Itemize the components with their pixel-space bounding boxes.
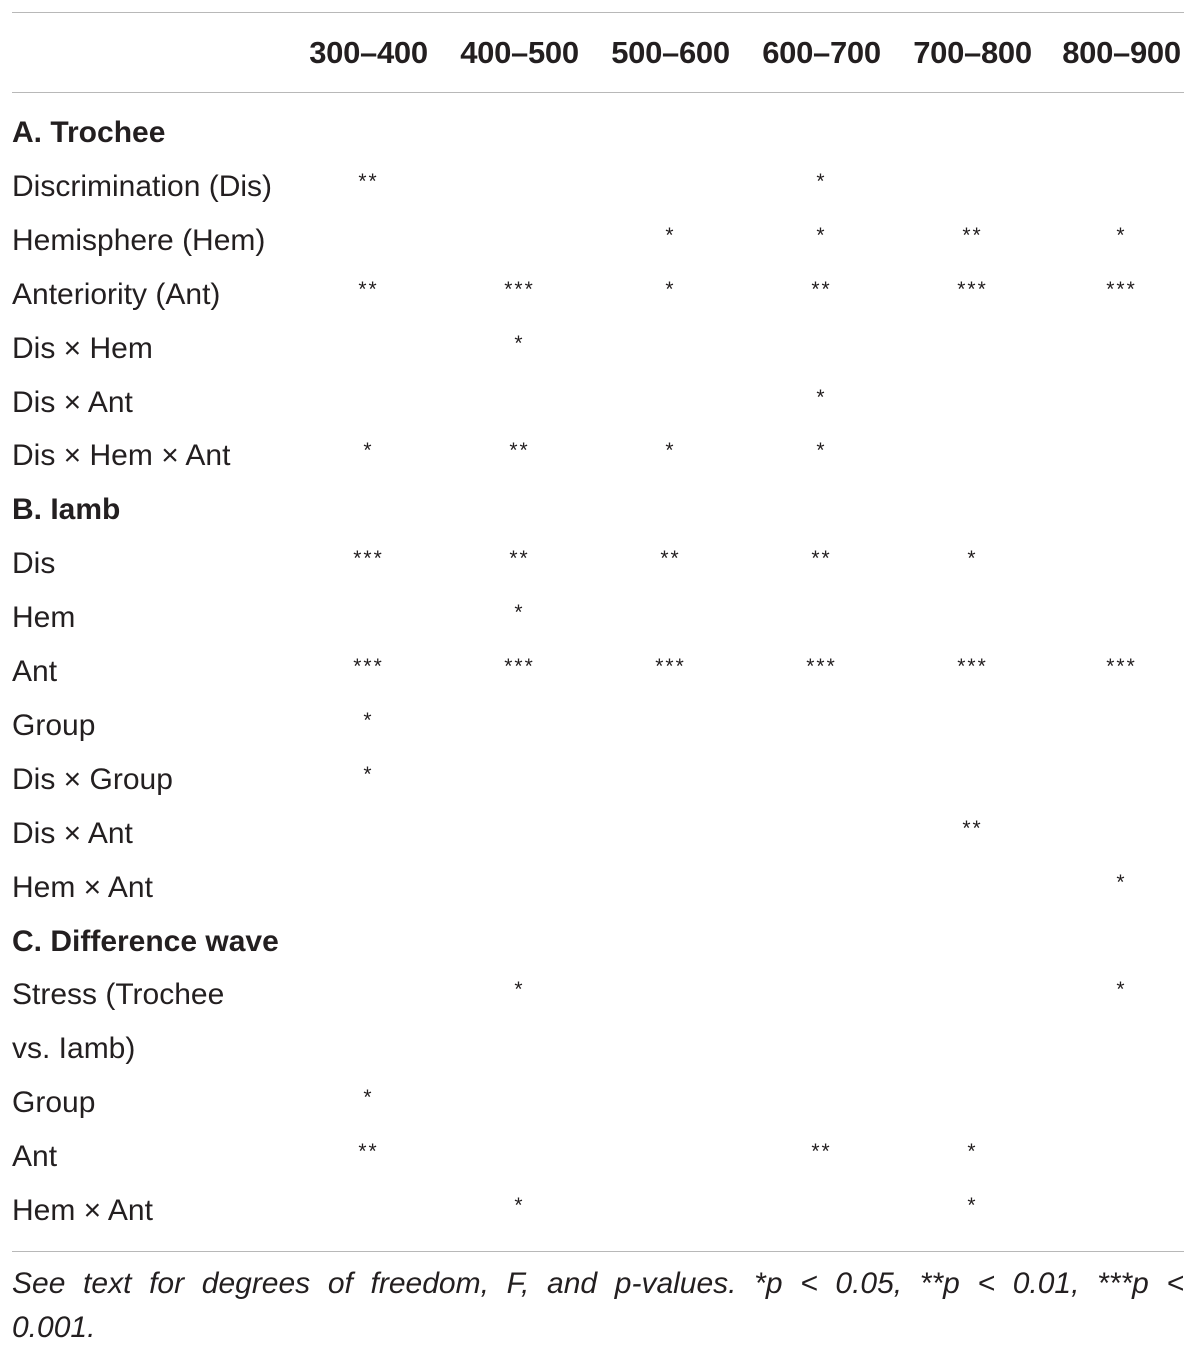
table-row	[0, 268, 1200, 322]
significance-cell: ***	[957, 277, 988, 301]
table-row	[0, 537, 1200, 591]
significance-cell: **	[962, 816, 983, 840]
significance-cell: *	[665, 277, 676, 301]
table-row	[0, 1076, 1200, 1130]
significance-cell: *	[967, 1140, 978, 1164]
significance-cell: *	[665, 223, 676, 247]
table-footnote: See text for degrees of freedom, F, and p-values. *p < 0.05, **p < 0.01, ***p < 0.001.	[12, 1267, 1184, 1344]
significance-cell: *	[1116, 978, 1127, 1002]
row-label: Hemisphere (Hem)	[12, 223, 266, 257]
significance-cell: *	[816, 223, 827, 247]
significance-cell: ***	[353, 655, 384, 678]
column-header: 500–600	[611, 35, 730, 70]
table-row	[0, 1130, 1200, 1184]
table-header	[0, 30, 1200, 76]
significance-cell: *	[363, 762, 374, 786]
significance-cell: **	[358, 277, 379, 301]
section-heading: B. Iamb	[12, 493, 121, 527]
section-heading: C. Difference wave	[12, 924, 279, 958]
significance-cell: *	[1116, 870, 1127, 894]
significance-cell: **	[962, 223, 983, 247]
significance-cell: *	[1116, 223, 1127, 247]
row-label: Group	[12, 708, 96, 742]
row-label: Ant	[12, 1140, 58, 1174]
significance-cell: ***	[504, 277, 535, 301]
significance-cell: **	[509, 547, 530, 571]
row-label: vs. Iamb)	[12, 1032, 136, 1066]
row-label: Group	[12, 1086, 96, 1120]
significance-cell: *	[816, 169, 827, 193]
significance-cell: ***	[1106, 655, 1137, 678]
significance-cell: **	[811, 547, 832, 571]
table-bottom-rule	[12, 1251, 1184, 1252]
row-label: Anteriority (Ant)	[12, 277, 221, 311]
section-row	[0, 915, 1200, 969]
significance-cell: ***	[353, 547, 384, 571]
section-row	[0, 483, 1200, 537]
table-row	[0, 591, 1200, 645]
column-header: 800–900	[1062, 35, 1181, 70]
significance-cell: *	[816, 385, 827, 409]
table-row	[0, 160, 1200, 214]
table-row	[0, 376, 1200, 430]
row-label: Hem × Ant	[12, 1194, 153, 1227]
significance-cell: *	[363, 1086, 374, 1110]
significance-cell: ***	[1106, 277, 1137, 301]
significance-cell: **	[811, 277, 832, 301]
significance-cell: *	[816, 439, 827, 463]
column-header: 700–800	[913, 35, 1032, 70]
table-row	[0, 322, 1200, 376]
table-row	[0, 699, 1200, 753]
column-header: 300–400	[309, 35, 428, 70]
row-label: Dis × Ant	[12, 385, 133, 419]
significance-cell: *	[967, 1194, 978, 1217]
row-label: Dis × Hem	[12, 331, 153, 365]
table-row	[0, 807, 1200, 861]
significance-cell: **	[509, 439, 530, 463]
row-label: Dis	[12, 547, 56, 581]
table-row	[0, 429, 1200, 483]
significance-cell: **	[358, 1140, 379, 1164]
significance-cell: *	[363, 708, 374, 732]
significance-cell: *	[514, 1194, 525, 1217]
column-header: 400–500	[460, 35, 579, 70]
significance-cell: ***	[806, 655, 837, 678]
significance-cell: *	[363, 439, 374, 463]
significance-cell: ***	[504, 655, 535, 678]
table-row	[0, 645, 1200, 699]
row-label: Dis × Group	[12, 762, 173, 796]
row-label: Hem × Ant	[12, 870, 153, 904]
table-top-rule	[12, 12, 1184, 13]
table-row	[0, 968, 1200, 1022]
significance-cell: *	[665, 439, 676, 463]
significance-cell: *	[967, 547, 978, 571]
significance-cell: ***	[957, 655, 988, 678]
header-bottom-rule	[12, 92, 1184, 93]
significance-cell: *	[514, 601, 525, 625]
significance-cell: **	[660, 547, 681, 571]
section-row	[0, 106, 1200, 160]
column-header: 600–700	[762, 35, 881, 70]
table-row	[0, 1184, 1200, 1238]
table-row	[0, 1022, 1200, 1076]
row-label: Ant	[12, 655, 58, 688]
table-row	[0, 753, 1200, 807]
row-label: Hem	[12, 601, 76, 635]
table-row	[0, 861, 1200, 915]
table-row	[0, 214, 1200, 268]
significance-cell: *	[514, 978, 525, 1002]
row-label: Stress (Trochee	[12, 978, 225, 1012]
section-heading: A. Trochee	[12, 116, 166, 149]
significance-cell: ***	[655, 655, 686, 678]
significance-cell: **	[358, 169, 379, 193]
row-label: Discrimination (Dis)	[12, 169, 273, 203]
significance-cell: **	[811, 1140, 832, 1164]
significance-cell: *	[514, 331, 525, 355]
row-label: Dis × Ant	[12, 816, 133, 850]
row-label: Dis × Hem × Ant	[12, 439, 231, 473]
